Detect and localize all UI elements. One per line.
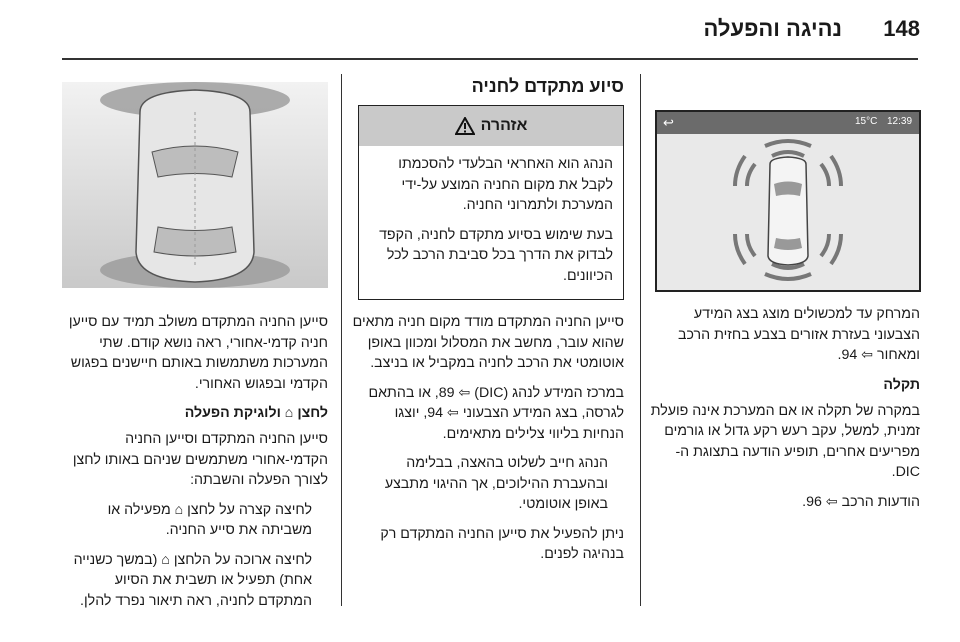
button-logic-heading: לחצן ⌂ ולוגיקת הפעלה	[184, 405, 328, 421]
driver-control-note: הנהג חייב לשלוט בהאצה, בבלימה ובהעברת ההילוכים, אך ההיגוי מתבצע באופן אוטומטי.	[384, 455, 608, 512]
warning-text-1: הנהג הוא האחראי הבלעדי להסכמתו לקבל את מקום החניה המוצע על-ידי המערכת ולתמרוני החניה.	[398, 156, 613, 213]
forward-only-note: ניתן להפעיל את סייען החניה המתקדם רק בנהיגה לפנים.	[380, 525, 624, 562]
header-divider	[62, 58, 918, 60]
distance-description: המרחק עד למכשולים מוצג בצג המידע הצבעוני בעזרת אזורים בצבע בחזית הרכב ומאחור ⇦ 94.	[678, 306, 920, 363]
car-sensor-illustration	[62, 82, 328, 288]
info-display-screen	[655, 110, 921, 292]
long-press-description: לחיצה ארוכה על הלחצן ⌂ (במשך כשנייה אחת) תפעיל או תשבית את הסיוע המתקדם לחניה, ראה תיאור נפרד להלן.	[73, 551, 312, 609]
section-title: סיוע מתקדם לחניה	[471, 76, 624, 96]
chapter-title: נהיגה והפעלה	[703, 16, 842, 41]
warning-triangle-icon	[455, 117, 475, 135]
column-divider-right	[640, 74, 641, 606]
fault-description: במקרה של תקלה או אם המערכת אינה פועלת זמנית, למשל, עקב רעש רקע גדול או גורמים מפריעים אחרים, תופיע הודעה בתצוגת ה-DIC.	[650, 402, 920, 480]
warning-body	[359, 146, 623, 299]
fault-heading: תקלה	[883, 376, 920, 393]
short-press-description: לחיצה קצרה על לחצן ⌂ מפעילה או משביתה את סייע החניה.	[107, 501, 312, 538]
page-number: 148	[883, 16, 920, 41]
advanced-assist-description: סייען החניה המתקדם מודד מקום חניה מתאים שהוא עובר, מחשב את המסלול ומכוון באופן אוטומטי את הרכב לחניה במקביל או בניצב.	[352, 314, 624, 371]
left-column	[62, 312, 328, 620]
screen-status-bar	[657, 112, 919, 134]
screen-temperature: 15°C	[855, 116, 878, 127]
right-column	[650, 304, 920, 521]
parking-sensor-display	[657, 134, 919, 290]
page-header	[0, 0, 960, 62]
shared-button-description: סייען החניה המתקדם וסייען החניה הקדמי-אחורי משתמשים שניהם באותו לחצן לצורך הפעלה והשבתה:	[72, 431, 328, 488]
middle-column	[352, 76, 624, 574]
screen-time: 12:39	[887, 116, 913, 127]
warning-label: אזהרה	[480, 117, 528, 134]
vehicle-messages-reference: הודעות הרכב ⇦ 96.	[802, 493, 920, 510]
dic-instructions: במרכז המידע לנהג (DIC) ⇦ 89, או בהתאם לגרסה, בצג המידע הצבעוני ⇦ 94, יוצגו הנחיות בליווי צלילים מתאימים.	[368, 384, 624, 442]
column-divider-left	[341, 74, 342, 606]
warning-text-2: בעת שימוש בסיוע מתקדם לחניה, הקפד לבדוק את הדרך בכל סביבת הרכב לכל הכיוונים.	[379, 226, 613, 284]
warning-header	[359, 106, 623, 146]
back-arrow-icon[interactable]: ↩	[663, 115, 674, 130]
combined-system-description: סייען החניה המתקדם משולב תמיד עם סייען חניה קדמי-אחורי, ראה נושא קודם. שתי המערכות משתמשות באותם חיישנים בפגוש הקדמי ובפגוש האחורי.	[68, 314, 328, 392]
warning-box	[358, 105, 624, 300]
